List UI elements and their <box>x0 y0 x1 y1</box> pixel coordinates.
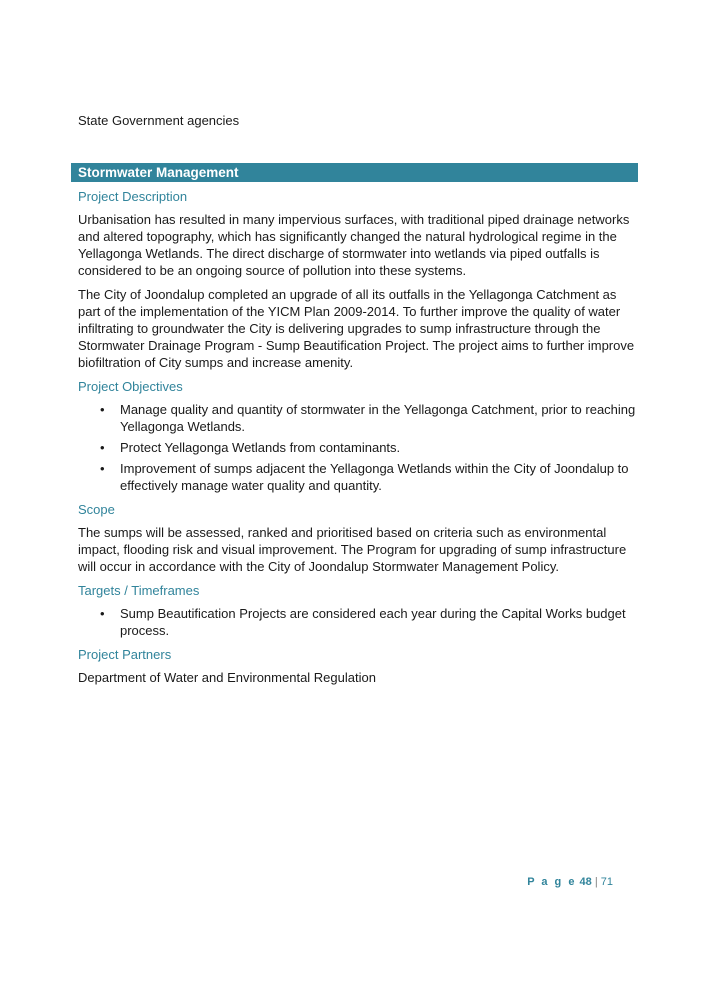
description-paragraph-2: The City of Joondalup completed an upgrade of all its outfalls in the Yellagonga Catchment as part of the implementation of the YICM Plan 2009-2014. To further improve the quality of water infiltrating to groundwater the City is delivering upgrades to sump infrastructure through the Stormwater Drainage Program - Sump Beautification Project. The project aims to further improve biofiltration of City sumps and increase amenity. <box>78 287 635 370</box>
page-footer <box>527 876 613 888</box>
target-text: Sump Beautification Projects are considered each year during the Capital Works budget process. <box>120 606 626 638</box>
description-paragraph-1: Urbanisation has resulted in many impervious surfaces, with traditional piped drainage networks and altered topography, which has significantly changed the natural hydrological regime in the Yellagonga Wetlands. The direct discharge of stormwater into wetlands via piped outfalls is considered to be an ongoing source of pollution into these systems. <box>78 212 630 278</box>
section-title: Stormwater Management <box>71 163 638 182</box>
intro-text: State Government agencies <box>78 113 240 128</box>
objective-text: Improvement of sumps adjacent the Yellagonga Wetlands within the City of Joondalup to effectively manage water quality and quantity. <box>120 461 629 493</box>
bullet-icon: • <box>100 402 105 417</box>
project-description-heading: Project Description <box>78 189 188 204</box>
scope-paragraph: The sumps will be assessed, ranked and prioritised based on criteria such as environmental impact, flooding risk and visual improvement. The Program for upgrading of sump infrastructure will occur in accordance with the City of Joondalup Stormwater Management Policy. <box>78 525 627 574</box>
bullet-icon: • <box>100 461 105 476</box>
bullet-icon: • <box>100 440 105 455</box>
objective-text: Protect Yellagonga Wetlands from contaminants. <box>120 440 401 455</box>
bullet-icon: • <box>100 606 105 621</box>
page-content <box>78 112 638 693</box>
partners-paragraph: Department of Water and Environmental Regulation <box>78 670 376 685</box>
page-label: P a g e <box>527 876 577 888</box>
partners-heading: Project Partners <box>78 647 172 662</box>
targets-list <box>78 605 638 639</box>
objectives-list <box>78 401 638 494</box>
total-pages: 71 <box>600 876 613 888</box>
project-objectives-heading: Project Objectives <box>78 379 183 394</box>
page-separator: | <box>594 876 598 888</box>
list-item <box>78 605 638 639</box>
scope-heading: Scope <box>78 502 115 517</box>
objective-text: Manage quality and quantity of stormwater in the Yellagonga Catchment, prior to reaching Yellagonga Wetlands. <box>120 402 636 434</box>
targets-heading: Targets / Timeframes <box>78 583 200 598</box>
list-item <box>78 460 638 494</box>
list-item <box>78 439 638 456</box>
page-number: 48 <box>579 876 592 888</box>
list-item <box>78 401 638 435</box>
